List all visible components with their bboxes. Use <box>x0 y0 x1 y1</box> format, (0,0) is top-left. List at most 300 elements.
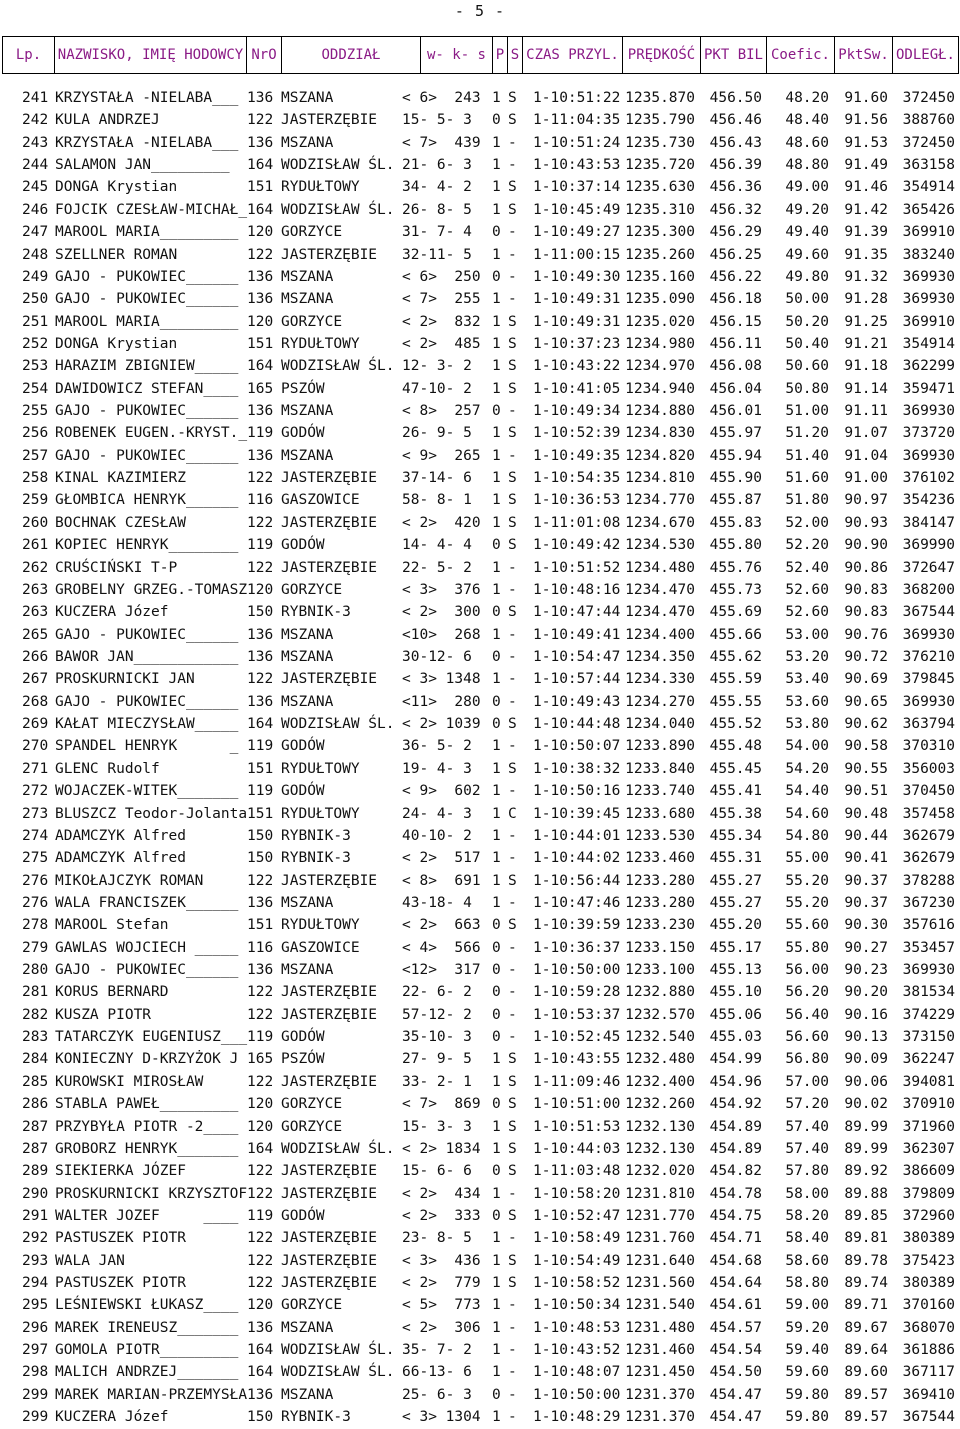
cell-pkt-bil: 454.78 <box>709 1185 762 1202</box>
cell-wks: 24- 4- 3 <box>402 805 472 822</box>
cell-wks: < 7> 869 <box>402 1096 481 1113</box>
cell-wks: < 8> 257 <box>402 403 481 420</box>
cell-name: GOMOLA PIOTR_________ <box>55 1342 239 1359</box>
cell-lp: 250 <box>22 291 49 308</box>
cell-predkosc: 1235.310 <box>625 201 695 218</box>
cell-pkt-bil: 455.87 <box>709 492 762 509</box>
cell-p: 1 <box>492 246 501 263</box>
cell-oddzial: WODZISŁAW ŚL. <box>281 716 395 733</box>
cell-lp: 289 <box>22 1163 49 1180</box>
cell-name: KRZYSTAŁA -NIELABA___ <box>55 134 239 151</box>
cell-s: S <box>508 1118 517 1135</box>
cell-czas: 1-10:44:03 <box>533 1140 621 1157</box>
cell-name: WALTER JOZEF ____ <box>55 1207 239 1224</box>
cell-predkosc: 1231.540 <box>625 1297 695 1314</box>
cell-s: - <box>508 693 517 710</box>
cell-lp: 276 <box>22 894 49 911</box>
cell-coef: 50.20 <box>785 313 829 330</box>
cell-pkt-bil: 455.13 <box>709 962 762 979</box>
cell-s: S <box>508 112 517 129</box>
cell-wks: 23- 8- 5 <box>402 1230 472 1247</box>
cell-pkt-bil: 454.47 <box>709 1386 762 1403</box>
cell-lp: 253 <box>22 358 49 375</box>
cell-oddzial: WODZISŁAW ŚL. <box>281 1140 395 1157</box>
cell-s: - <box>508 291 517 308</box>
cell-pktsw: 90.06 <box>844 1073 888 1090</box>
cell-p: 1 <box>492 1118 501 1135</box>
table-row <box>0 489 960 511</box>
cell-wks: < 2> 333 <box>402 1207 481 1224</box>
cell-p: 1 <box>492 179 501 196</box>
table-row <box>0 579 960 601</box>
cell-oddzial: GORZYCE <box>281 1297 343 1314</box>
cell-czas: 1-10:45:49 <box>533 201 621 218</box>
cell-czas: 1-10:44:02 <box>533 850 621 867</box>
table-row <box>0 422 960 444</box>
cell-odleg: 370910 <box>902 1096 955 1113</box>
cell-lp: 280 <box>22 962 49 979</box>
cell-wks: < 7> 255 <box>402 291 481 308</box>
table-row <box>0 825 960 847</box>
cell-czas: 1-10:47:46 <box>533 894 621 911</box>
cell-name: MAREK IRENEUSZ_______ <box>55 1319 239 1336</box>
cell-lp: 244 <box>22 157 49 174</box>
cell-pktsw: 91.32 <box>844 268 888 285</box>
cell-pkt-bil: 456.29 <box>709 224 762 241</box>
cell-name: MAROOL MARIA_________ <box>55 313 239 330</box>
cell-lp: 254 <box>22 380 49 397</box>
cell-odleg: 374229 <box>902 1006 955 1023</box>
table-row <box>0 1272 960 1294</box>
cell-p: 0 <box>492 1163 501 1180</box>
table-row <box>0 1406 960 1428</box>
cell-predkosc: 1233.100 <box>625 962 695 979</box>
cell-lp: 249 <box>22 268 49 285</box>
cell-lp: 292 <box>22 1230 49 1247</box>
cell-oddzial: RYBNIK-3 <box>281 1409 351 1426</box>
cell-predkosc: 1231.760 <box>625 1230 695 1247</box>
results-table-body <box>0 87 960 1429</box>
cell-nro: 136 <box>247 1386 274 1403</box>
cell-pkt-bil: 455.41 <box>709 783 762 800</box>
cell-odleg: 369930 <box>902 291 955 308</box>
cell-odleg: 354914 <box>902 179 955 196</box>
cell-czas: 1-10:52:47 <box>533 1207 621 1224</box>
cell-pkt-bil: 456.46 <box>709 112 762 129</box>
cell-odleg: 372960 <box>902 1207 955 1224</box>
cell-pktsw: 91.49 <box>844 157 888 174</box>
cell-predkosc: 1234.040 <box>625 716 695 733</box>
cell-nro: 151 <box>247 335 274 352</box>
cell-pktsw: 91.35 <box>844 246 888 263</box>
cell-name: BAWOR JAN____________ <box>55 648 239 665</box>
cell-p: 0 <box>492 604 501 621</box>
cell-odleg: 357616 <box>902 917 955 934</box>
cell-pktsw: 90.76 <box>844 626 888 643</box>
cell-coef: 49.00 <box>785 179 829 196</box>
cell-lp: 263 <box>22 581 49 598</box>
cell-coef: 55.20 <box>785 894 829 911</box>
cell-oddzial: JASTERZĘBIE <box>281 470 378 487</box>
cell-nro: 151 <box>247 805 274 822</box>
cell-czas: 1-10:51:00 <box>533 1096 621 1113</box>
cell-name: GAJO - PUKOWIEC______ <box>55 626 239 643</box>
col-header-czas: CZAS PRZYL. <box>522 37 622 73</box>
cell-oddzial: MSZANA <box>281 403 334 420</box>
cell-s: S <box>508 1252 517 1269</box>
cell-pkt-bil: 456.08 <box>709 358 762 375</box>
cell-lp: 255 <box>22 403 49 420</box>
cell-predkosc: 1234.820 <box>625 447 695 464</box>
cell-wks: 15- 3- 3 <box>402 1118 472 1135</box>
cell-oddzial: RYDUŁTOWY <box>281 179 360 196</box>
cell-wks: 15- 6- 6 <box>402 1163 472 1180</box>
cell-name: LEŚNIEWSKI ŁUKASZ____ <box>55 1297 239 1314</box>
cell-pktsw: 89.81 <box>844 1230 888 1247</box>
cell-predkosc: 1235.870 <box>625 90 695 106</box>
cell-odleg: 367117 <box>902 1364 955 1381</box>
cell-pkt-bil: 456.15 <box>709 313 762 330</box>
cell-lp: 295 <box>22 1297 49 1314</box>
cell-lp: 272 <box>22 783 49 800</box>
cell-nro: 119 <box>247 738 274 755</box>
table-row <box>0 914 960 936</box>
cell-lp: 297 <box>22 1342 49 1359</box>
cell-odleg: 372450 <box>902 90 955 106</box>
cell-czas: 1-10:39:59 <box>533 917 621 934</box>
cell-czas: 1-10:50:00 <box>533 1386 621 1403</box>
cell-name: KRZYSTAŁA -NIELABA___ <box>55 90 239 106</box>
cell-coef: 56.80 <box>785 1051 829 1068</box>
cell-odleg: 361886 <box>902 1342 955 1359</box>
cell-s: S <box>508 358 517 375</box>
cell-predkosc: 1233.530 <box>625 827 695 844</box>
cell-nro: 119 <box>247 1207 274 1224</box>
cell-odleg: 383240 <box>902 246 955 263</box>
cell-pkt-bil: 456.43 <box>709 134 762 151</box>
cell-p: 1 <box>492 1409 501 1426</box>
cell-p: 1 <box>492 157 501 174</box>
cell-czas: 1-10:49:31 <box>533 313 621 330</box>
cell-oddzial: WODZISŁAW ŚL. <box>281 358 395 375</box>
cell-coef: 59.40 <box>785 1342 829 1359</box>
cell-name: MAREK MARIAN-PRZEMYSŁA <box>55 1386 248 1403</box>
cell-oddzial: JASTERZĘBIE <box>281 514 378 531</box>
cell-nro: 122 <box>247 1185 274 1202</box>
col-header-nro: NrO <box>246 37 281 73</box>
cell-coef: 54.60 <box>785 805 829 822</box>
cell-name: KORUS BERNARD <box>55 984 169 1001</box>
cell-p: 1 <box>492 1230 501 1247</box>
cell-p: 0 <box>492 648 501 665</box>
cell-oddzial: JASTERZĘBIE <box>281 1185 378 1202</box>
col-header-pktsw: PktSw. <box>834 37 892 73</box>
cell-czas: 1-10:41:05 <box>533 380 621 397</box>
cell-nro: 151 <box>247 760 274 777</box>
cell-coef: 50.80 <box>785 380 829 397</box>
cell-s: - <box>508 738 517 755</box>
cell-pktsw: 91.14 <box>844 380 888 397</box>
cell-nro: 122 <box>247 671 274 688</box>
cell-p: 1 <box>492 335 501 352</box>
cell-oddzial: GORZYCE <box>281 581 343 598</box>
cell-coef: 50.00 <box>785 291 829 308</box>
cell-predkosc: 1233.680 <box>625 805 695 822</box>
cell-lp: 245 <box>22 179 49 196</box>
table-row <box>0 1384 960 1406</box>
cell-wks: 37-14- 6 <box>402 470 472 487</box>
cell-p: 0 <box>492 716 501 733</box>
cell-pktsw: 90.13 <box>844 1029 888 1046</box>
cell-name: GAJO - PUKOWIEC______ <box>55 268 239 285</box>
cell-wks: 30-12- 6 <box>402 648 472 665</box>
cell-p: 0 <box>492 1207 501 1224</box>
cell-p: 1 <box>492 1073 501 1090</box>
cell-name: MAROOL MARIA_________ <box>55 224 239 241</box>
cell-name: GROBORZ HENRYK_______ <box>55 1140 239 1157</box>
cell-pkt-bil: 455.45 <box>709 760 762 777</box>
cell-lp: 267 <box>22 671 49 688</box>
cell-nro: 119 <box>247 537 274 554</box>
cell-pktsw: 90.30 <box>844 917 888 934</box>
cell-coef: 53.80 <box>785 716 829 733</box>
cell-oddzial: JASTERZĘBIE <box>281 559 378 576</box>
table-row <box>0 534 960 556</box>
cell-czas: 1-10:49:30 <box>533 268 621 285</box>
cell-s: - <box>508 1230 517 1247</box>
cell-lp: 278 <box>22 917 49 934</box>
cell-nro: 164 <box>247 157 274 174</box>
cell-wks: 26- 8- 5 <box>402 201 472 218</box>
cell-wks: < 6> 250 <box>402 268 481 285</box>
cell-wks: < 5> 773 <box>402 1297 481 1314</box>
cell-name: PROSKURNICKI JAN <box>55 671 195 688</box>
cell-name: STABLA PAWEŁ_________ <box>55 1096 239 1113</box>
cell-nro: 136 <box>247 447 274 464</box>
cell-s: - <box>508 827 517 844</box>
cell-czas: 1-10:43:55 <box>533 1051 621 1068</box>
cell-lp: 257 <box>22 447 49 464</box>
cell-name: DONGA Krystian <box>55 179 178 196</box>
cell-lp: 242 <box>22 112 49 129</box>
cell-name: PRZYBYŁA PIOTR -2____ <box>55 1118 239 1135</box>
cell-nro: 122 <box>247 984 274 1001</box>
cell-odleg: 369910 <box>902 224 955 241</box>
cell-coef: 55.80 <box>785 939 829 956</box>
cell-s: - <box>508 894 517 911</box>
col-header-odleg: ODLEGŁ. <box>892 37 959 73</box>
cell-czas: 1-10:51:24 <box>533 134 621 151</box>
cell-nro: 136 <box>247 894 274 911</box>
cell-lp: 275 <box>22 850 49 867</box>
cell-lp: 241 <box>22 90 49 106</box>
cell-predkosc: 1234.530 <box>625 537 695 554</box>
table-row <box>0 1183 960 1205</box>
cell-pkt-bil: 454.75 <box>709 1207 762 1224</box>
cell-pkt-bil: 454.54 <box>709 1342 762 1359</box>
cell-pktsw: 90.41 <box>844 850 888 867</box>
cell-oddzial: GORZYCE <box>281 224 343 241</box>
cell-s: - <box>508 268 517 285</box>
cell-s: - <box>508 1029 517 1046</box>
cell-odleg: 376102 <box>902 470 955 487</box>
cell-wks: 47-10- 2 <box>402 380 472 397</box>
cell-name: MALICH ANDRZEJ_______ <box>55 1364 239 1381</box>
cell-nro: 136 <box>247 268 274 285</box>
cell-p: 0 <box>492 693 501 710</box>
cell-p: 1 <box>492 1252 501 1269</box>
cell-wks: < 6> 243 <box>402 90 481 106</box>
cell-predkosc: 1234.330 <box>625 671 695 688</box>
cell-pkt-bil: 454.47 <box>709 1409 762 1426</box>
cell-czas: 1-10:49:43 <box>533 693 621 710</box>
cell-name: KONIECZNY D-KRZYŻOK J <box>55 1051 239 1068</box>
cell-wks: 21- 6- 3 <box>402 157 472 174</box>
cell-predkosc: 1235.260 <box>625 246 695 263</box>
cell-czas: 1-10:57:44 <box>533 671 621 688</box>
cell-predkosc: 1234.770 <box>625 492 695 509</box>
cell-oddzial: MSZANA <box>281 134 334 151</box>
cell-s: S <box>508 1275 517 1292</box>
cell-s: - <box>508 648 517 665</box>
table-row <box>0 1093 960 1115</box>
cell-wks: 22- 6- 2 <box>402 984 472 1001</box>
cell-predkosc: 1231.450 <box>625 1364 695 1381</box>
cell-lp: 246 <box>22 201 49 218</box>
cell-oddzial: RYDUŁTOWY <box>281 805 360 822</box>
cell-name: ADAMCZYK Alfred <box>55 827 186 844</box>
cell-nro: 122 <box>247 1073 274 1090</box>
table-row <box>0 1294 960 1316</box>
table-row <box>0 691 960 713</box>
cell-p: 1 <box>492 783 501 800</box>
cell-predkosc: 1234.830 <box>625 425 695 442</box>
cell-predkosc: 1231.480 <box>625 1319 695 1336</box>
cell-wks: 43-18- 4 <box>402 894 472 911</box>
cell-nro: 122 <box>247 1006 274 1023</box>
cell-pktsw: 90.20 <box>844 984 888 1001</box>
cell-wks: < 2> 300 <box>402 604 481 621</box>
cell-name: KOPIEC HENRYK________ <box>55 537 239 554</box>
cell-coef: 56.40 <box>785 1006 829 1023</box>
cell-s: - <box>508 1319 517 1336</box>
table-row <box>0 1071 960 1093</box>
cell-oddzial: GASZOWICE <box>281 939 360 956</box>
cell-name: SZELLNER ROMAN <box>55 246 178 263</box>
table-row <box>0 557 960 579</box>
cell-lp: 299 <box>22 1386 49 1403</box>
cell-s: - <box>508 939 517 956</box>
cell-s: - <box>508 984 517 1001</box>
cell-oddzial: MSZANA <box>281 1386 334 1403</box>
cell-pkt-bil: 454.71 <box>709 1230 762 1247</box>
cell-coef: 59.80 <box>785 1409 829 1426</box>
cell-czas: 1-10:59:28 <box>533 984 621 1001</box>
cell-s: - <box>508 581 517 598</box>
cell-odleg: 384147 <box>902 514 955 531</box>
cell-predkosc: 1235.300 <box>625 224 695 241</box>
cell-predkosc: 1232.570 <box>625 1006 695 1023</box>
cell-nro: 122 <box>247 872 274 889</box>
cell-coef: 57.80 <box>785 1163 829 1180</box>
cell-pkt-bil: 456.01 <box>709 403 762 420</box>
cell-pktsw: 91.07 <box>844 425 888 442</box>
cell-pkt-bil: 455.59 <box>709 671 762 688</box>
cell-s: - <box>508 157 517 174</box>
cell-predkosc: 1234.810 <box>625 470 695 487</box>
cell-coef: 49.20 <box>785 201 829 218</box>
cell-nro: 136 <box>247 291 274 308</box>
table-row <box>0 467 960 489</box>
col-header-predkosc: PRĘDKOŚĆ <box>622 37 700 73</box>
cell-p: 1 <box>492 738 501 755</box>
cell-odleg: 369930 <box>902 962 955 979</box>
cell-pktsw: 89.67 <box>844 1319 888 1336</box>
cell-pktsw: 91.42 <box>844 201 888 218</box>
cell-pkt-bil: 455.62 <box>709 648 762 665</box>
cell-pktsw: 90.86 <box>844 559 888 576</box>
cell-odleg: 371960 <box>902 1118 955 1135</box>
cell-coef: 49.80 <box>785 268 829 285</box>
cell-wks: < 2> 832 <box>402 313 481 330</box>
cell-pktsw: 91.39 <box>844 224 888 241</box>
cell-p: 1 <box>492 313 501 330</box>
cell-czas: 1-11:00:15 <box>533 246 621 263</box>
cell-oddzial: JASTERZĘBIE <box>281 1163 378 1180</box>
cell-pkt-bil: 454.82 <box>709 1163 762 1180</box>
cell-wks: < 2> 779 <box>402 1275 481 1292</box>
cell-s: - <box>508 1297 517 1314</box>
cell-lp: 260 <box>22 514 49 531</box>
cell-lp: 263 <box>22 604 49 621</box>
cell-coef: 55.60 <box>785 917 829 934</box>
cell-oddzial: GORZYCE <box>281 1118 343 1135</box>
cell-czas: 1-10:54:47 <box>533 648 621 665</box>
cell-nro: 151 <box>247 917 274 934</box>
cell-czas: 1-10:48:16 <box>533 581 621 598</box>
cell-pktsw: 89.64 <box>844 1342 888 1359</box>
cell-odleg: 365426 <box>902 201 955 218</box>
cell-pktsw: 90.83 <box>844 604 888 621</box>
cell-name: KAŁAT MIECZYSŁAW_____ <box>55 716 239 733</box>
cell-odleg: 386609 <box>902 1163 955 1180</box>
cell-coef: 50.60 <box>785 358 829 375</box>
cell-name: HARAZIM ZBIGNIEW_____ <box>55 358 239 375</box>
cell-p: 1 <box>492 1319 501 1336</box>
cell-s: - <box>508 671 517 688</box>
cell-coef: 55.00 <box>785 850 829 867</box>
cell-wks: 66-13- 6 <box>402 1364 472 1381</box>
cell-nro: 122 <box>247 559 274 576</box>
cell-pktsw: 90.23 <box>844 962 888 979</box>
cell-p: 1 <box>492 1364 501 1381</box>
cell-coef: 54.20 <box>785 760 829 777</box>
cell-wks: 27- 9- 5 <box>402 1051 472 1068</box>
cell-coef: 48.40 <box>785 112 829 129</box>
cell-coef: 56.00 <box>785 962 829 979</box>
cell-czas: 1-10:51:22 <box>533 90 621 106</box>
cell-pkt-bil: 454.89 <box>709 1118 762 1135</box>
cell-s: - <box>508 1364 517 1381</box>
cell-name: GAJO - PUKOWIEC______ <box>55 447 239 464</box>
cell-czas: 1-10:58:52 <box>533 1275 621 1292</box>
cell-wks: < 2> 306 <box>402 1319 481 1336</box>
cell-pkt-bil: 455.76 <box>709 559 762 576</box>
cell-pkt-bil: 455.48 <box>709 738 762 755</box>
cell-pkt-bil: 454.57 <box>709 1319 762 1336</box>
cell-czas: 1-10:50:16 <box>533 783 621 800</box>
cell-wks: <11> 280 <box>402 693 481 710</box>
